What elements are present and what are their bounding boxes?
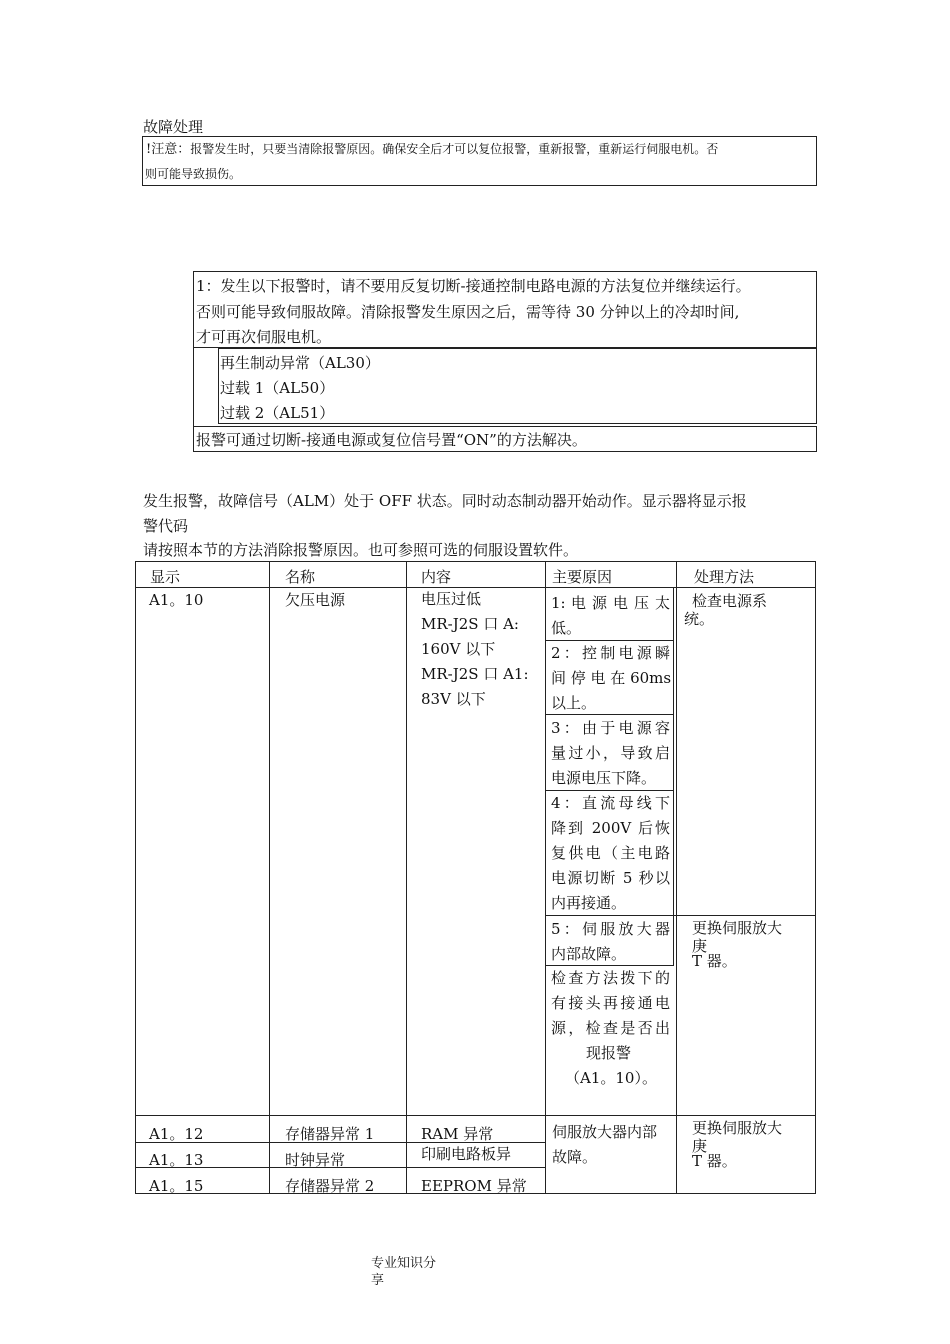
row-display: A1。12 (149, 1125, 204, 1143)
header-display: 显示 (150, 568, 181, 586)
row-content: EEPROM 异常 (421, 1177, 527, 1195)
caution-text-2: 则可能导致损伤。 (145, 167, 242, 181)
cause-line: 内再接通。 (551, 894, 627, 912)
cause-3 (551, 716, 670, 791)
cause-line: 间 停 电 在 60ms (551, 669, 672, 687)
row-name: 存储器异常 1 (285, 1125, 375, 1143)
row-content (421, 587, 541, 712)
cause-line: 检查方法拨下的 (551, 969, 670, 987)
bottom-action-line: 庚 (692, 1137, 708, 1155)
alarm-item: 过载 2（AL51） (220, 404, 335, 422)
cause-line: 以上。 (551, 694, 597, 712)
intro-line-3: 请按照本节的方法消除报警原因。也可参照可选的伺服设置软件。 (143, 541, 579, 559)
page-title: 故障处理 (143, 118, 204, 136)
footer-line-1: 专业知识分 (371, 1256, 437, 1271)
row-content: 印刷电路板异 (421, 1145, 512, 1163)
content-line: MR-J2S 口 A: (421, 615, 519, 633)
cause-line: 3：由于电源容 (551, 719, 670, 737)
cause-check (551, 966, 670, 1091)
cause-line: 2：控制电源瞬 (551, 644, 670, 662)
alarm-item: 过载 1（AL50） (220, 379, 335, 397)
row-display: A1。10 (149, 591, 204, 609)
note-line-1: 1：发生以下报警时，请不要用反复切断-接通控制电路电源的方法复位并继续运行。 (196, 277, 751, 295)
cause-line: 内部故障。 (551, 945, 627, 963)
note-line-3: 才可再次伺服电机。 (196, 328, 332, 346)
row-name: 存储器异常 2 (285, 1177, 375, 1195)
header-cause: 主要原因 (552, 568, 613, 586)
cause-line: 低。 (551, 619, 582, 637)
cause-line: 降到 200V 后恢 (551, 819, 670, 837)
alarm-item: 再生制动异常（AL30） (220, 354, 380, 372)
table-col-divider (545, 561, 546, 1194)
cause-4 (551, 791, 670, 916)
cause-line: 现报警 (586, 1044, 632, 1062)
row-name: 欠压电源 (285, 591, 346, 609)
action-1-line: 检查电源系 (692, 592, 768, 610)
content-line: 160V 以下 (421, 640, 496, 658)
cause-line: 有接头再接通电 (551, 994, 670, 1012)
cause-5 (551, 917, 670, 967)
note-footer: 报警可通过切断-接通电源或复位信号置“ON”的方法解决。 (196, 431, 587, 449)
caution-label: 汪意： (151, 142, 191, 157)
cause-line: 量过小，导致启 (551, 744, 670, 762)
table-col-divider (406, 561, 407, 1194)
cause-1 (551, 591, 670, 641)
cause-line: 电源切断 5 秒以 (551, 869, 670, 887)
bottom-cause-line: 伺服放大器内部 (552, 1123, 658, 1141)
action-2-line: T 器。 (692, 952, 737, 970)
bottom-cause-line: 故障。 (552, 1148, 598, 1166)
action-2-line: 庚 (692, 937, 708, 955)
header-name: 名称 (285, 568, 316, 586)
cause-line: （A1。10）。 (565, 1069, 657, 1087)
content-line: 83V 以下 (421, 690, 486, 708)
row-content: RAM 异常 (421, 1125, 494, 1143)
content-line: 电压过低 (421, 590, 482, 608)
table-col-divider (269, 561, 270, 1194)
bottom-action-line: 更换伺服放大 (692, 1119, 783, 1137)
header-action: 处理方法 (694, 568, 755, 586)
footer-line-2: 享 (371, 1273, 385, 1288)
action-2-line: 更换伺服放大 (692, 919, 783, 937)
cause-line: 1: 电 源 电 压 太 (551, 594, 670, 612)
cause-2 (551, 641, 670, 716)
action-1-line: 统。 (684, 610, 715, 628)
row-name: 时钟异常 (285, 1151, 346, 1169)
table-row-divider (135, 1115, 816, 1116)
cause-line: 电源电压下降。 (551, 769, 657, 787)
row-display: A1。15 (149, 1177, 204, 1195)
intro-line-1: 发生报警，故障信号（ALM）处于 OFF 状态。同时动态制动器开始动作。显示器将显示报 (143, 492, 747, 510)
bottom-action-line: T 器。 (692, 1152, 737, 1170)
cause-line: 5：伺服放大器 (551, 920, 670, 938)
cause-line: 4：直流母线下 (551, 794, 670, 812)
cause-line: 复供电（主电路 (551, 844, 670, 862)
cause-inner-border (673, 588, 674, 965)
note-line-2: 否则可能导致伺服故障。清除报警发生原因之后，需等待 30 分钟以上的冷却时间, (196, 303, 740, 321)
cause-line: 源，检查是否出 (551, 1019, 670, 1037)
caution-line-1 (146, 141, 718, 159)
row-display: A1。13 (149, 1151, 204, 1169)
table-col-divider (676, 561, 677, 1194)
caution-mark: ! (146, 142, 152, 157)
intro-line-2: 警代码 (143, 517, 189, 535)
caution-text-1: 报警发生时，只要当清除报警原因。确保安全后才可以复位报警，重新报警，重新运行伺服电机。否 (190, 142, 719, 156)
header-content: 内容 (421, 568, 452, 586)
content-line: MR-J2S 口 A1: (421, 665, 529, 683)
